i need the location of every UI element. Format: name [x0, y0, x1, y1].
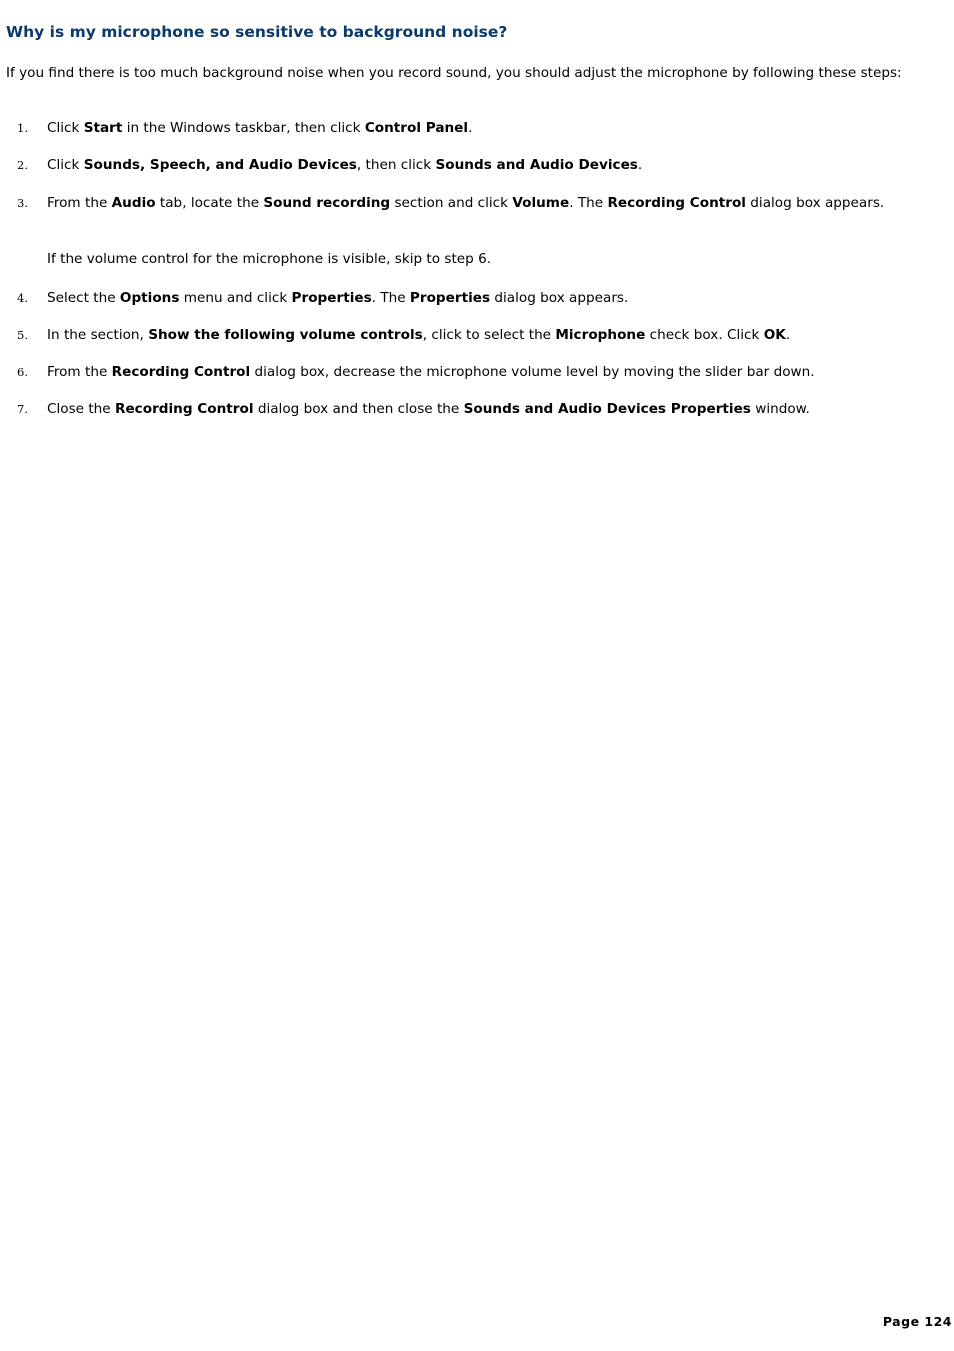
step-text-run: in the Windows taskbar, then click [122, 120, 365, 136]
step-text-run: dialog box appears. [490, 290, 629, 306]
step-bold-term: Properties [291, 290, 372, 306]
step-text [47, 363, 927, 382]
step-text-run: From the [47, 364, 112, 380]
step-bold-term: Sounds and Audio Devices [435, 157, 638, 173]
step-number: 3. [17, 196, 28, 210]
step-text-run: . [637, 157, 643, 173]
step-text [47, 400, 927, 419]
step-bold-term: Recording Control [111, 364, 251, 380]
step-bold-term: Recording Control [607, 195, 746, 211]
page-title: Why is my microphone so sensitive to background noise? [6, 23, 508, 41]
step-text [47, 326, 927, 345]
step-bold-term: Properties [409, 290, 491, 306]
step-text-run: . [785, 327, 791, 343]
step-text-run: . [468, 120, 473, 136]
step-bold-term: Microphone [555, 327, 646, 343]
step-number: 2. [17, 158, 28, 172]
step-bold-term: Audio [111, 195, 156, 211]
step-bold-term: Sound recording [263, 195, 391, 211]
step-text-run: In the section, [47, 327, 149, 343]
step-text-run: , then click [356, 157, 436, 173]
step-text-run: menu and click [179, 290, 292, 306]
step-bold-term: OK [763, 327, 786, 343]
step-bold-term: Sounds, Speech, and Audio Devices [83, 157, 357, 173]
step-text-run: window. [750, 401, 810, 417]
intro-paragraph: If you find there is too much background noise when you record sound, you should adjust the microphone by following these steps: [6, 65, 902, 81]
step-number: 1. [17, 121, 28, 135]
step-bold-term: Options [119, 290, 180, 306]
step-text-run: dialog box appears. [745, 195, 885, 211]
step-text-run: . The [371, 290, 410, 306]
step-bold-term: Volume [512, 195, 570, 211]
step-text-run: From the [47, 195, 112, 211]
step-text-run: dialog box and then close the [253, 401, 464, 417]
step-text-run: , click to select the [422, 327, 556, 343]
step-bold-term: Sounds and Audio Devices Properties [463, 401, 751, 417]
step-bold-term: Show the following volume controls [148, 327, 423, 343]
step-text [47, 156, 927, 175]
step-text-run: . The [569, 195, 608, 211]
step-bold-term: Start [83, 120, 123, 136]
step-number: 6. [17, 365, 28, 379]
step-text [47, 119, 927, 138]
step-text-run: Close the [47, 401, 115, 417]
step-note: If the volume control for the microphone is visible, skip to step 6. [47, 251, 492, 267]
step-text-run: dialog box, decrease the microphone volume level by moving the slider bar down. [250, 364, 815, 380]
step-number: 7. [17, 402, 28, 416]
step-number: 4. [17, 291, 28, 305]
step-text [47, 194, 927, 213]
step-text-run: section and click [390, 195, 513, 211]
step-text-run: tab, locate the [155, 195, 264, 211]
step-text-run: Click [47, 157, 84, 173]
step-number: 5. [17, 328, 28, 342]
page-number: Page 124 [882, 1314, 952, 1329]
step-text-run: Click [47, 120, 84, 136]
step-bold-term: Recording Control [114, 401, 254, 417]
step-text [47, 289, 927, 308]
step-text-run: Select the [47, 290, 120, 306]
step-text-run: check box. Click [645, 327, 764, 343]
step-bold-term: Control Panel [364, 120, 469, 136]
